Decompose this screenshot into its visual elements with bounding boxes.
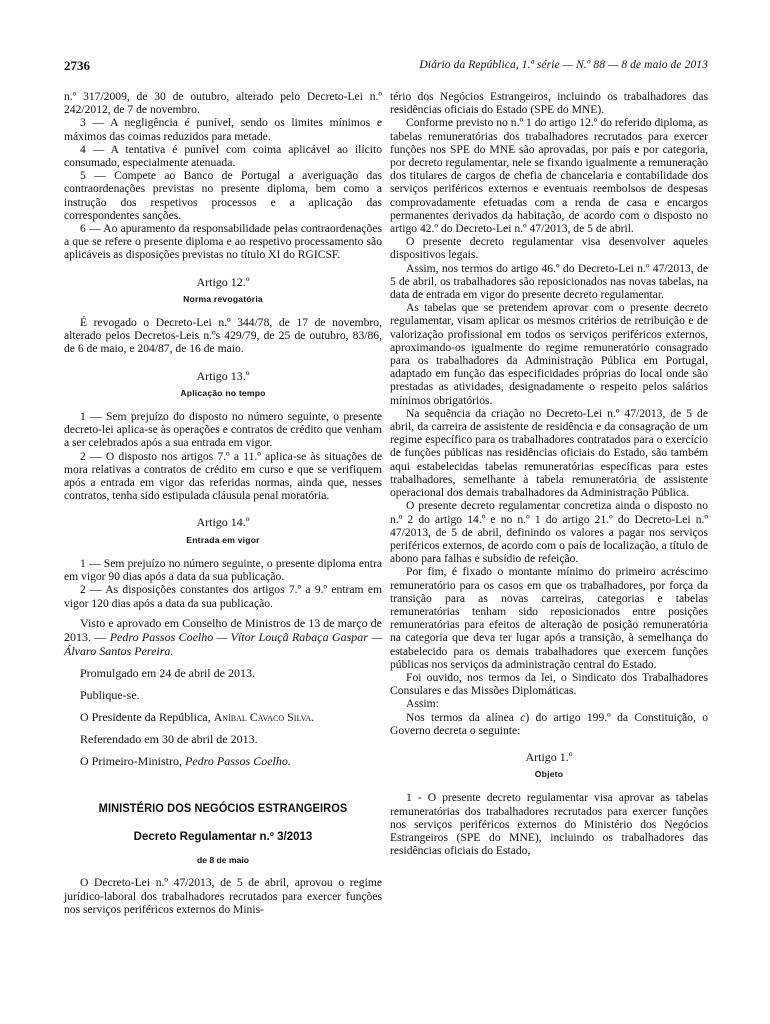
paragraph: 1 — Sem prejuízo no número seguinte, o presente diploma entra em vigor 90 dias após a data da sua publicação. [64, 556, 382, 584]
approval-text: Visto e aprovado em Conselho de Ministros de 13 de março de 2013. — [64, 615, 382, 644]
approval-statement [64, 616, 382, 658]
ministry-heading: MINISTÉRIO DOS NEGÓCIOS ESTRANGEIROS [98, 800, 348, 815]
paragraph: 6 — Ao apuramento da responsabilidade pelas contraordenações a que se refere o presente diploma e ao respetivo processamento são aplicáveis as disposições previstas no título XI do RGICSF. [64, 222, 382, 262]
paragraph: Na sequência da criação no Decreto-Lei n.º 47/2013, de 5 de abril, da carreira de assistente de residência e da consagração de um regime específico para os trabalhadores contratados para o exercício de funções públicas nas residências oficiais do Estado, são também aqui estabelecidas tabelas remuneratórias específicas para estes trabalhadores, semelhante à tabela remuneratória de assistente operacional dos demais trabalhadores da Administração Pública. [390, 406, 708, 500]
article-13-title: Artigo 13.º [196, 368, 250, 383]
article-1-title: Artigo 1.º [525, 749, 573, 764]
prime-minister-label: O Primeiro-Ministro, [80, 753, 185, 768]
paragraph: 2 — As disposições constantes dos artigos 7.º a 9.º entram em vigor 120 dias após a data da sua publicação. [64, 583, 382, 610]
paragraph: 1 — Sem prejuízo do disposto no número seguinte, o presente decreto-lei aplica-se às operações e contratos de crédito que venham a ser celebrados após a sua entrada em vigor. [64, 410, 382, 450]
president-label: O Presidente da República, [80, 709, 214, 724]
prime-minister-name: Pedro Passos Coelho. [185, 753, 291, 768]
paragraph: O Decreto-Lei n.º 47/2013, de 5 de abril, aprovou o regime jurídico-laboral dos trabalhadores recrutados para exercer funções nos serviços periféricos externos do Minis- [64, 876, 382, 916]
paragraph: 3 — A negligência é punível, sendo os limites mínimos e máximos das coimas reduzidos para metade. [64, 116, 382, 143]
text-run: Nos termos da alínea [406, 710, 521, 724]
paragraph: 2 — O disposto nos artigos 7.º a 11.º aplica-se às situações de mora relativas a contratos de crédito em curso e que se verifiquem após a entrada em vigor das referidas normas, ainda que, nesses contratos, tenha sido estipulada cláusula penal moratória. [64, 449, 382, 503]
article-14-title: Artigo 14.º [196, 515, 250, 530]
paragraph: É revogado o Decreto-Lei n.º 344/78, de 17 de novembro, alterado pelos Decretos-Leis n.ºs 429/79, de 25 de outubro, 83/86, de 6 de maio, e 204/87, de 16 de maio. [64, 316, 382, 356]
signatory-names: Pedro Passos Coelho — Vítor Louçã Rabaça Gaspar — Álvaro Santos Pereira. [64, 629, 382, 658]
decree-date: de 8 de maio [196, 855, 250, 866]
prime-minister-line [64, 754, 382, 768]
referendum-line: Referendado em 30 de abril de 2013. [80, 731, 258, 746]
right-column [390, 90, 708, 857]
page-number: 2736 [64, 58, 90, 73]
running-head: Diário da República, 1.ª série — N.º 88 — 8 de maio de 2013 [419, 59, 708, 71]
text-run: ) do artigo 199.º da Constituição, o Governo decreta o seguinte: [390, 710, 708, 737]
article-13-subtitle: Aplicação no tempo [180, 387, 266, 398]
president-line [64, 710, 382, 724]
paragraph: Assim, nos termos do artigo 46.º do Decreto-Lei n.º 47/2013, de 5 de abril, os trabalhadores são reposicionados nas novas tabelas, na data de entrada em vigor do presente decreto regulamentar. [390, 261, 708, 302]
paragraph: 4 — A tentativa é punível com coima aplicável ao ilícito consumado, especialmente atenuada. [64, 142, 382, 170]
president-name: Aníbal Cavaco Silva. [213, 709, 315, 724]
decree-title: Decreto Regulamentar n.º 3/2013 [133, 830, 313, 843]
paragraph: O presente decreto regulamentar concretiza ainda o disposto no n.º 2 do artigo 14.º e no n.º 1 do artigo 21.º do Decreto-Lei n.º 47/2013, de 5 de abril, definindo os valores a pagar nos serviços periféricos externos, de acordo com o país de localização, a título de abono para falhas e subsídio de refeição. [390, 499, 708, 566]
paragraph: 1 - O presente decreto regulamentar visa aprovar as tabelas remuneratórias dos trabalhadores recrutados para exercer funções nos serviços periféricos externos do Ministério dos Negócios Estrangeiros (SPE do MNE), incluindo os trabalhadores das residências oficiais do Estado, [390, 791, 708, 858]
paragraph: Por fim, é fixado o montante mínimo do primeiro acréscimo remuneratório para os casos em que os trabalhadores, por força da transição para as novas carreiras, categorias e tabelas remuneratórias tenham sido reposicionados entre posições remuneratórias para efeitos de alteração de posição remuneratória na categoria que deva ter lugar após a transição, à semelhança do estabelecido para os demais trabalhadores que exercem funções públicas nos serviços da administração central do Estado. [390, 565, 708, 671]
paragraph: 5 — Compete ao Banco de Portugal a averiguação das contraordenações previstas no presente diploma, bem como a instrução dos respetivos processos e a aplicação das correspondentes sanções. [64, 169, 382, 222]
paragraph: Assim: [406, 697, 439, 711]
paragraph: n.º 317/2009, de 30 de outubro, alterado pelo Decreto-Lei n.º 242/2012, de 7 de novembro. [64, 90, 382, 117]
paragraph: As tabelas que se pretendem aprovar com o presente decreto regulamentar, visam aplicar os mesmos critérios de retribuição e de valorização profissional em todos os serviços periféricos externos, aproximando-os igualmente do regime remuneratório consagrado para os trabalhadores da Administração Pública em Portugal, adaptado em função das especificidades próprias do local onde são prestadas as atividades, designadamente o respeito pelos salários mínimos obrigatórios. [390, 301, 708, 407]
left-column [64, 90, 382, 916]
text-run-italic: c [520, 710, 526, 724]
paragraph: tério dos Negócios Estrangeiros, incluindo os trabalhadores das residências oficiais do Estado (SPE do MNE). [390, 90, 708, 117]
promulgation-line: Promulgado em 24 de abril de 2013. [80, 665, 255, 680]
paragraph: O presente decreto regulamentar visa desenvolver aqueles dispositivos legais. [390, 235, 708, 262]
article-12-title: Artigo 12.º [196, 274, 250, 289]
publication-line: Publique-se. [80, 687, 140, 702]
article-12-subtitle: Norma revogatória [183, 293, 263, 304]
paragraph: Conforme previsto no n.º 1 do artigo 12.º do referido diploma, as tabelas remuneratórias dos trabalhadores recrutados para exercer funções nos SPE do MNE são aprovadas, por país e por categoria, por decreto regulamentar, nele se fixando igualmente a remuneração dos titulares de cargos de chefia de chancelaria e contabilidade dos serviços periféricos externos e eventuais reembolsos de despesas comprovadamente efetuadas com a renda de casa e encargos permanentes derivados da habitação, de acordo com o disposto no artigo 42.º do Decreto-Lei n.º 47/2013, de 5 de abril. [390, 116, 708, 236]
article-1-subtitle: Objeto [534, 769, 564, 780]
page-header [64, 58, 708, 78]
article-14-subtitle: Entrada em vigor [186, 534, 260, 545]
paragraph [390, 711, 708, 737]
paragraph: Foi ouvido, nos termos da lei, o Sindicato dos Trabalhadores Consulares e das Missões Diplomáticas. [390, 670, 708, 698]
